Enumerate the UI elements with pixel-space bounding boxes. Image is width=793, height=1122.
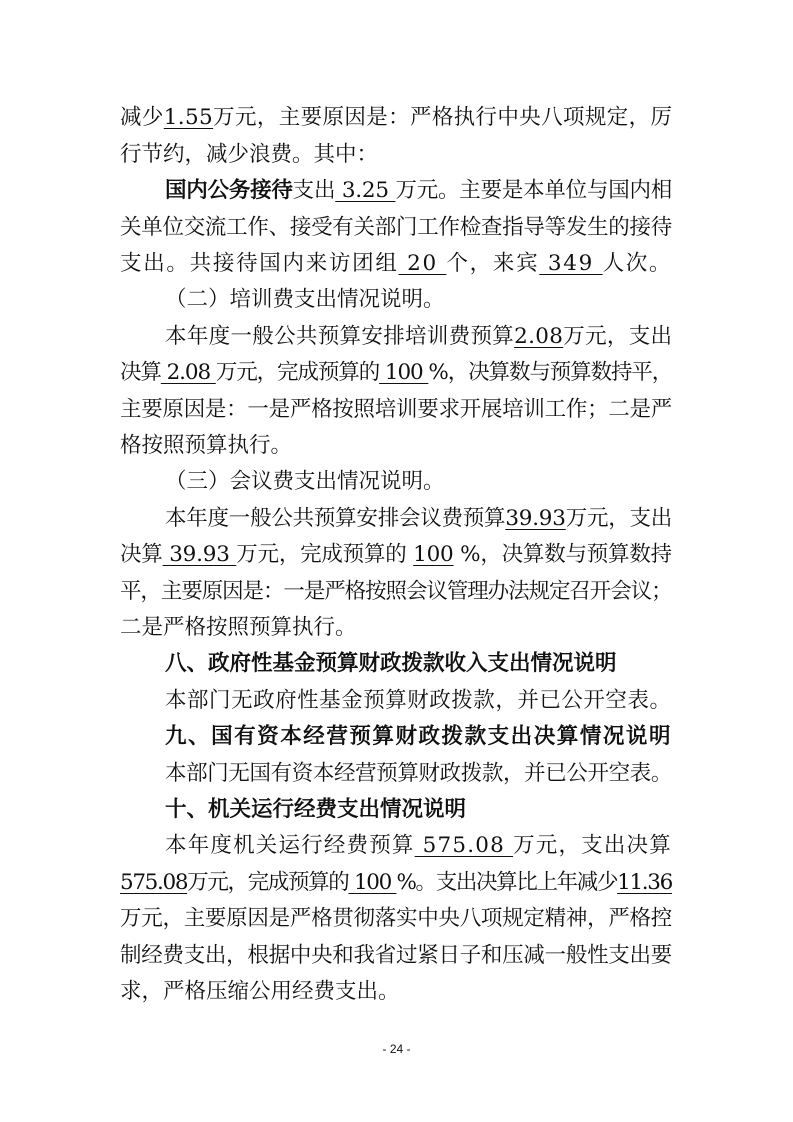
text-line: 行节约，减少浪费。其中： xyxy=(120,142,379,167)
subsection-heading: （二）培训费支出情况说明。 xyxy=(165,287,445,312)
text-line: 575.08万元，完成预算的 100 %。支出决算比上年减少11.36 xyxy=(120,870,672,895)
text-line: 万元，主要原因是严格贯彻落实中央八项规定精神，严格控 xyxy=(120,906,673,931)
text-line: 国内公务接待支出 3.25 万元。主要是本单位与国内相 xyxy=(165,178,673,203)
text-line: 关单位交流工作、接受有关部门工作检查指导等发生的接待 xyxy=(120,215,673,240)
text-line: 制经费支出，根据中央和我省过紧日子和压减一般性支出要 xyxy=(120,943,673,968)
section-heading: 八、政府性基金预算财政拨款收入支出情况说明 xyxy=(165,651,617,676)
text-line: 本部门无国有资本经营预算财政拨款，并已公开空表。 xyxy=(165,761,673,786)
subsection-heading: （三）会议费支出情况说明。 xyxy=(165,469,445,494)
text-line: 平，主要原因是：一是严格按照会议管理办法规定召开会议； xyxy=(120,579,672,604)
page-number: - 24 - xyxy=(382,1042,411,1056)
text-line: 二是严格按照预算执行。 xyxy=(120,615,357,640)
section-heading: 九、国有资本经营预算财政拨款支出决算情况说明 xyxy=(165,724,673,749)
text-line: 本年度一般公共预算安排会议费预算39.93万元，支出 xyxy=(165,506,673,531)
text-line: 求，严格压缩公用经费支出。 xyxy=(120,979,400,1004)
text-line: 格按照预算执行。 xyxy=(120,433,293,458)
text-line: 本年度机关运行经费预算 575.08 万元，支出决算 xyxy=(165,833,672,858)
text-line: 减少1.55万元，主要原因是：严格执行中央八项规定，厉 xyxy=(120,105,673,130)
text-line: 支出。共接待国内来访团组 20 个，来宾 349 人次。 xyxy=(120,251,673,276)
text-line: 本年度一般公共预算安排培训费预算2.08万元，支出 xyxy=(165,324,673,349)
text-line: 决算 39.93 万元，完成预算的 100 %，决算数与预算数持 xyxy=(120,542,672,567)
reception-term: 国内公务接待 xyxy=(165,178,293,203)
text-line: 决算 2.08 万元，完成预算的 100 %，决算数与预算数持平， xyxy=(120,360,673,385)
text-line: 主要原因是：一是严格按照培训要求开展培训工作；二是严 xyxy=(120,397,673,422)
section-heading: 十、机关运行经费支出情况说明 xyxy=(165,797,467,822)
text-line: 本部门无政府性基金预算财政拨款，并已公开空表。 xyxy=(165,688,672,713)
